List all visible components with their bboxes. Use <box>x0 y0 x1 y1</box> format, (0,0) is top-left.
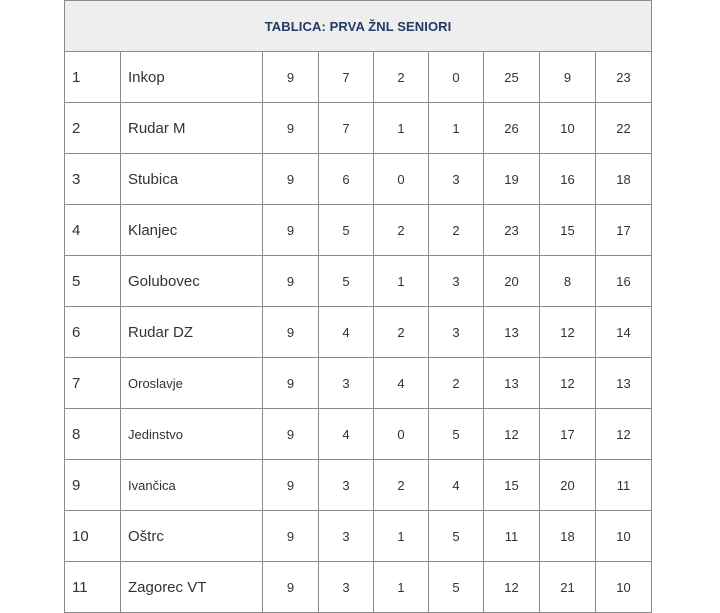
position-cell: 5 <box>65 256 121 307</box>
stat-cell: 3 <box>319 511 374 562</box>
stat-cell: 1 <box>429 103 484 154</box>
position-cell: 7 <box>65 358 121 409</box>
stat-cell: 5 <box>429 409 484 460</box>
stat-cell: 16 <box>596 256 652 307</box>
standings-table <box>64 0 652 613</box>
stat-cell: 11 <box>596 460 652 511</box>
table-title: TABLICA: PRVA ŽNL SENIORI <box>65 1 652 52</box>
table-row <box>65 256 652 307</box>
stat-cell: 17 <box>540 409 596 460</box>
stat-cell: 4 <box>429 460 484 511</box>
position-cell: 8 <box>65 409 121 460</box>
stat-cell: 21 <box>540 562 596 613</box>
stat-cell: 15 <box>484 460 540 511</box>
stat-cell: 12 <box>596 409 652 460</box>
stat-cell: 20 <box>484 256 540 307</box>
stat-cell: 7 <box>319 52 374 103</box>
stat-cell: 9 <box>263 154 319 205</box>
stat-cell: 0 <box>374 409 429 460</box>
table-row <box>65 409 652 460</box>
stat-cell: 9 <box>263 460 319 511</box>
stat-cell: 9 <box>263 562 319 613</box>
stat-cell: 10 <box>596 562 652 613</box>
stat-cell: 14 <box>596 307 652 358</box>
team-name-cell: Klanjec <box>121 205 263 256</box>
stat-cell: 9 <box>540 52 596 103</box>
table-row <box>65 562 652 613</box>
position-cell: 9 <box>65 460 121 511</box>
stat-cell: 17 <box>596 205 652 256</box>
stat-cell: 20 <box>540 460 596 511</box>
stat-cell: 2 <box>374 460 429 511</box>
team-name-cell: Stubica <box>121 154 263 205</box>
stat-cell: 0 <box>429 52 484 103</box>
position-cell: 1 <box>65 52 121 103</box>
stat-cell: 9 <box>263 103 319 154</box>
team-name-cell: Rudar DZ <box>121 307 263 358</box>
stat-cell: 2 <box>374 307 429 358</box>
team-name-cell: Zagorec VT <box>121 562 263 613</box>
stat-cell: 13 <box>596 358 652 409</box>
table-row <box>65 154 652 205</box>
stat-cell: 11 <box>484 511 540 562</box>
stat-cell: 15 <box>540 205 596 256</box>
position-cell: 2 <box>65 103 121 154</box>
team-name-cell: Jedinstvo <box>121 409 263 460</box>
stat-cell: 3 <box>319 562 374 613</box>
stat-cell: 2 <box>429 205 484 256</box>
stat-cell: 19 <box>484 154 540 205</box>
table-row <box>65 460 652 511</box>
stat-cell: 23 <box>596 52 652 103</box>
table-row <box>65 52 652 103</box>
stat-cell: 16 <box>540 154 596 205</box>
stat-cell: 25 <box>484 52 540 103</box>
position-cell: 10 <box>65 511 121 562</box>
stat-cell: 12 <box>484 409 540 460</box>
stat-cell: 13 <box>484 358 540 409</box>
stat-cell: 3 <box>429 307 484 358</box>
stat-cell: 9 <box>263 256 319 307</box>
stat-cell: 3 <box>319 460 374 511</box>
stat-cell: 2 <box>374 205 429 256</box>
stat-cell: 22 <box>596 103 652 154</box>
table-row <box>65 358 652 409</box>
position-cell: 11 <box>65 562 121 613</box>
stat-cell: 9 <box>263 307 319 358</box>
stat-cell: 8 <box>540 256 596 307</box>
stat-cell: 9 <box>263 409 319 460</box>
stat-cell: 23 <box>484 205 540 256</box>
stat-cell: 1 <box>374 511 429 562</box>
standings-table-container <box>64 0 651 613</box>
table-row <box>65 511 652 562</box>
stat-cell: 9 <box>263 52 319 103</box>
team-name-cell: Rudar M <box>121 103 263 154</box>
stat-cell: 18 <box>596 154 652 205</box>
stat-cell: 12 <box>540 307 596 358</box>
table-row <box>65 205 652 256</box>
position-cell: 4 <box>65 205 121 256</box>
stat-cell: 26 <box>484 103 540 154</box>
stat-cell: 10 <box>540 103 596 154</box>
stat-cell: 4 <box>374 358 429 409</box>
stat-cell: 1 <box>374 256 429 307</box>
stat-cell: 5 <box>429 562 484 613</box>
stat-cell: 0 <box>374 154 429 205</box>
stat-cell: 4 <box>319 307 374 358</box>
stat-cell: 5 <box>429 511 484 562</box>
team-name-cell: Oštrc <box>121 511 263 562</box>
standings-table-body <box>65 1 652 613</box>
team-name-cell: Oroslavje <box>121 358 263 409</box>
stat-cell: 9 <box>263 511 319 562</box>
team-name-cell: Ivančica <box>121 460 263 511</box>
table-row <box>65 307 652 358</box>
stat-cell: 7 <box>319 103 374 154</box>
stat-cell: 12 <box>484 562 540 613</box>
stat-cell: 13 <box>484 307 540 358</box>
stat-cell: 3 <box>319 358 374 409</box>
stat-cell: 18 <box>540 511 596 562</box>
table-title-row <box>65 1 652 52</box>
stat-cell: 9 <box>263 358 319 409</box>
stat-cell: 12 <box>540 358 596 409</box>
stat-cell: 10 <box>596 511 652 562</box>
position-cell: 6 <box>65 307 121 358</box>
stat-cell: 4 <box>319 409 374 460</box>
stat-cell: 9 <box>263 205 319 256</box>
stat-cell: 6 <box>319 154 374 205</box>
stat-cell: 2 <box>429 358 484 409</box>
stat-cell: 1 <box>374 103 429 154</box>
stat-cell: 2 <box>374 52 429 103</box>
stat-cell: 5 <box>319 205 374 256</box>
stat-cell: 3 <box>429 154 484 205</box>
stat-cell: 3 <box>429 256 484 307</box>
team-name-cell: Inkop <box>121 52 263 103</box>
stat-cell: 1 <box>374 562 429 613</box>
table-row <box>65 103 652 154</box>
position-cell: 3 <box>65 154 121 205</box>
stat-cell: 5 <box>319 256 374 307</box>
team-name-cell: Golubovec <box>121 256 263 307</box>
